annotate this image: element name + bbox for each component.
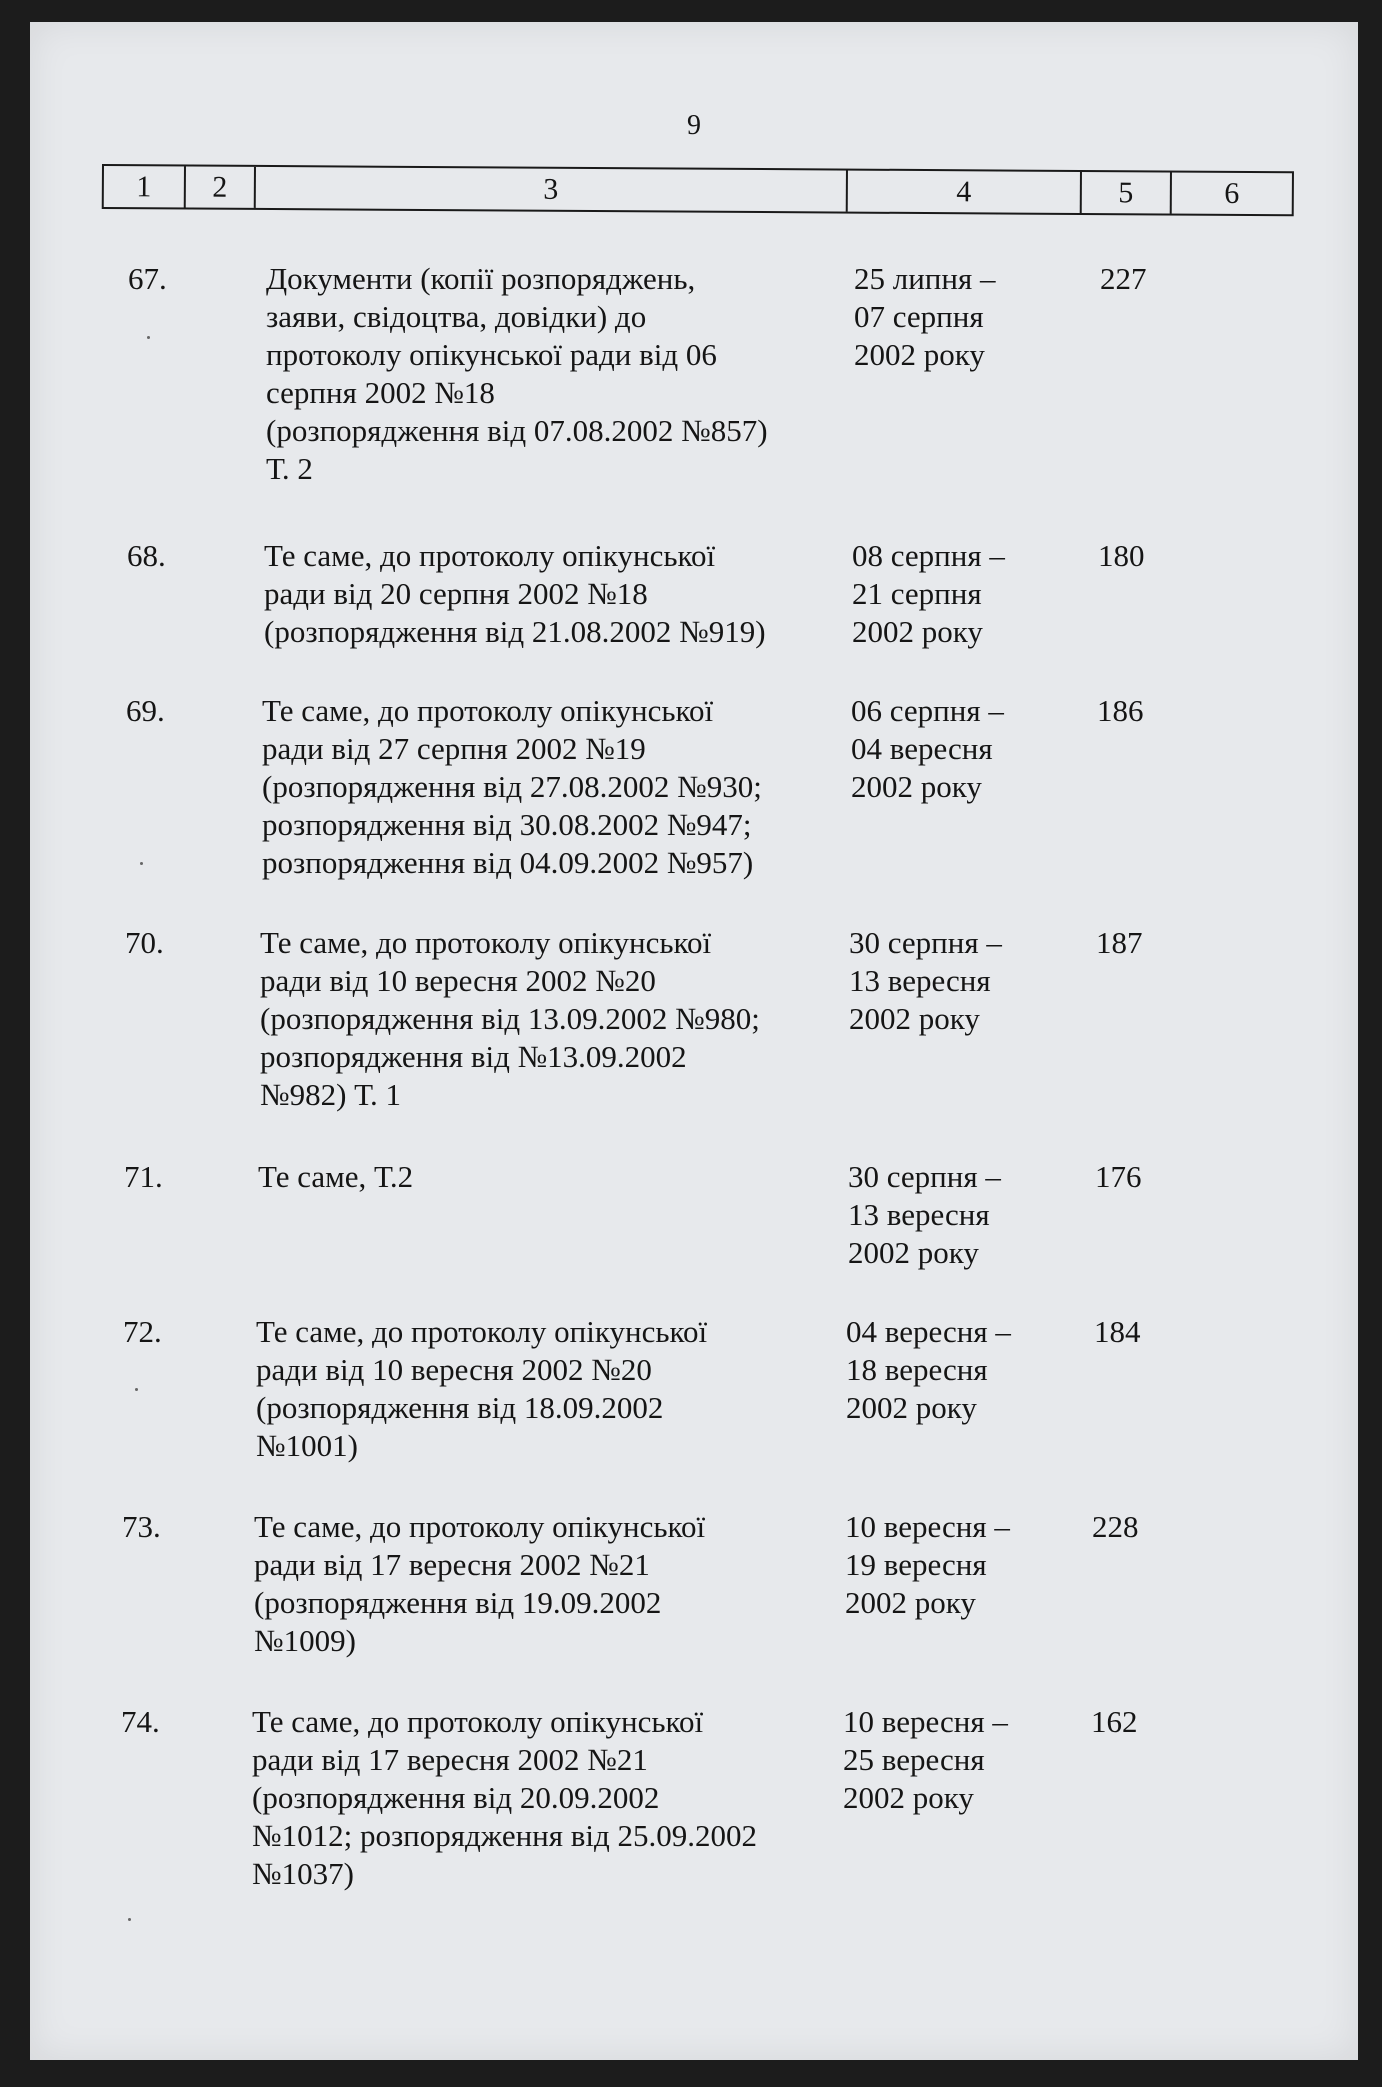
- row-number: 73.: [122, 1509, 161, 1544]
- row-sheet-count: 186: [1097, 693, 1144, 728]
- row-sheet-count: 184: [1094, 1314, 1141, 1349]
- row-dates: 10 вересня – 25 вересня 2002 року: [843, 1704, 1008, 1815]
- row-description: Те саме, до протоколу опікунської ради від 17 вересня 2002 №21 (розпорядження від 20.09.2002 №1012; розпорядження від 25.09.2002 №1037): [252, 1704, 758, 1891]
- row-number: 67.: [128, 261, 167, 296]
- row-dates: 06 серпня – 04 вересня 2002 року: [851, 693, 1004, 804]
- row-number: 68.: [127, 538, 166, 573]
- row-description: Те саме, до протоколу опікунської ради від 27 серпня 2002 №19 (розпорядження від 27.08.2002 №930; розпорядження від 30.08.2002 №947; розпорядження від 04.09.2002 №957): [262, 693, 762, 880]
- scan-speck: [147, 336, 150, 339]
- inventory-entries: [30, 22, 1358, 2060]
- scan-speck: [128, 1918, 131, 1921]
- header-col-2: 2: [186, 167, 256, 208]
- row-description: Те саме, до протоколу опікунської ради від 10 вересня 2002 №20 (розпорядження від 13.09.2002 №980; розпорядження від №13.09.2002 №982) Т. 1: [260, 925, 760, 1112]
- row-sheet-count: 180: [1098, 538, 1145, 573]
- header-col-3: 3: [256, 167, 848, 212]
- row-number: 69.: [126, 693, 165, 728]
- scan-speck: [135, 1388, 138, 1391]
- row-dates: 30 серпня – 13 вересня 2002 року: [849, 925, 1002, 1036]
- row-description: Те саме, до протоколу опікунської ради від 20 серпня 2002 №18 (розпорядження від 21.08.2002 №919): [264, 538, 766, 649]
- row-description: Те саме, до протоколу опікунської ради від 10 вересня 2002 №20 (розпорядження від 18.09.2002 №1001): [256, 1314, 708, 1463]
- row-dates: 30 серпня – 13 вересня 2002 року: [848, 1159, 1001, 1270]
- row-sheet-count: 162: [1091, 1704, 1138, 1739]
- header-col-6: 6: [1224, 176, 1240, 210]
- row-sheet-count: 228: [1092, 1509, 1139, 1544]
- row-description: Те саме, Т.2: [258, 1159, 414, 1194]
- row-number: 71.: [124, 1159, 163, 1194]
- page-number: 9: [687, 110, 701, 141]
- row-number: 72.: [123, 1314, 162, 1349]
- document-page: [30, 22, 1358, 2060]
- row-description: Документи (копії розпоряджень, заяви, свідоцтва, довідки) до протоколу опікунської ради від 06 серпня 2002 №18 (розпорядження від 07.08.2002 №857) Т. 2: [266, 261, 768, 486]
- row-number: 70.: [125, 925, 164, 960]
- row-sheet-count: 187: [1096, 925, 1143, 960]
- header-col-1: 1: [104, 166, 186, 208]
- row-sheet-count: 227: [1100, 261, 1147, 296]
- row-dates: 10 вересня – 19 вересня 2002 року: [845, 1509, 1010, 1620]
- row-dates: 25 липня – 07 серпня 2002 року: [854, 261, 996, 372]
- scan-speck: [140, 862, 143, 865]
- row-dates: 04 вересня – 18 вересня 2002 року: [846, 1314, 1011, 1425]
- header-col-4: 4: [848, 171, 1082, 213]
- row-description: Те саме, до протоколу опікунської ради від 17 вересня 2002 №21 (розпорядження від 19.09.2002 №1009): [254, 1509, 706, 1658]
- row-sheet-count: 176: [1095, 1159, 1142, 1194]
- row-number: 74.: [121, 1704, 160, 1739]
- header-col-5: 5: [1082, 172, 1172, 214]
- row-dates: 08 серпня – 21 серпня 2002 року: [852, 538, 1005, 649]
